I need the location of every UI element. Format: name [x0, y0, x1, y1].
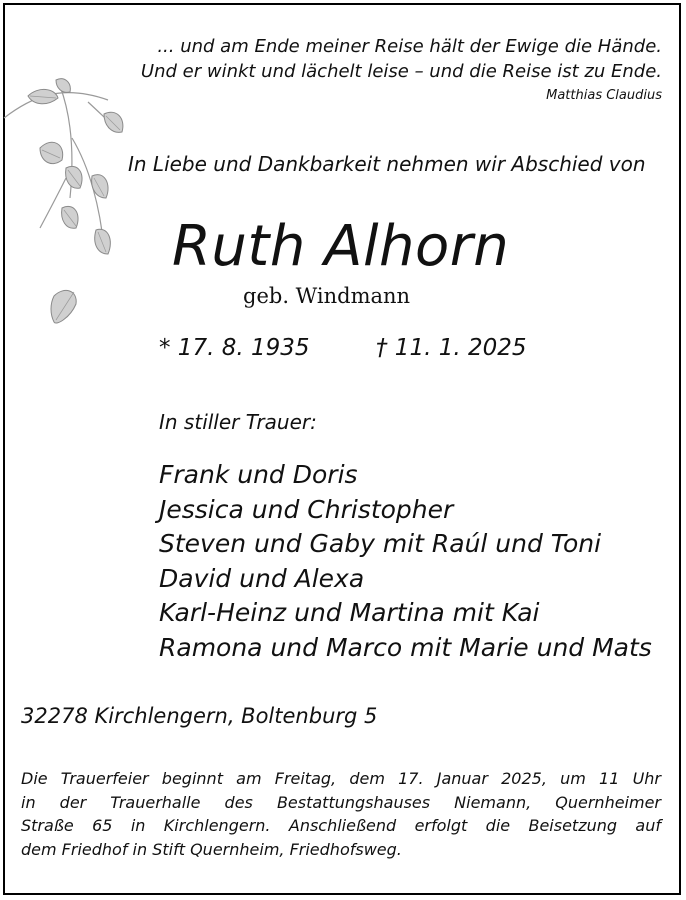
mourner-entry: Jessica und Christopher — [159, 494, 454, 524]
mourner-entry: David und Alexa — [159, 563, 365, 593]
mourner-entry: Ramona und Marco mit Marie und Mats — [159, 632, 652, 662]
quote — [102, 34, 662, 84]
ceremony-line: Straße 65 in Kirchlengern. Anschließend erfolgt die Beisetzung auf — [21, 816, 661, 835]
maiden-name: geb. Windmann — [243, 284, 411, 308]
mourner-entry: Karl-Heinz und Martina mit Kai — [159, 598, 540, 627]
ceremony-info — [21, 767, 661, 861]
ceremony-line: in der Trauerhalle des Bestattungshauses Niemann, Quernheimer — [21, 792, 661, 812]
deceased-name: Ruth Alhorn — [172, 214, 510, 279]
quote-author: Matthias Claudius — [546, 88, 662, 103]
mourners-list — [159, 458, 652, 665]
address: 32278 Kirchlengern, Boltenburg 5 — [21, 704, 378, 728]
quote-line: Und er winkt und lächelt leise – und die Reise ist zu Ende. — [140, 61, 662, 82]
mourner-entry: Frank und Doris — [159, 460, 358, 489]
intro-text: In Liebe und Dankbarkeit nehmen wir Abschied von — [128, 152, 646, 176]
birch-branch-icon — [0, 78, 140, 348]
quote-line: ... und am Ende meiner Reise hält der Ewige die Hände. — [157, 36, 662, 57]
birth-date: * 17. 8. 1935 — [159, 335, 310, 361]
ceremony-line: Die Trauerfeier beginnt am Freitag, dem 17. Januar 2025, um 11 Uhr — [21, 769, 661, 788]
ceremony-line: dem Friedhof in Stift Quernheim, Friedhofsweg. — [21, 839, 402, 859]
mourning-label: In stiller Trauer: — [159, 410, 317, 434]
death-date: † 11. 1. 2025 — [376, 335, 527, 361]
mourner-entry: Steven und Gaby mit Raúl und Toni — [159, 529, 602, 558]
